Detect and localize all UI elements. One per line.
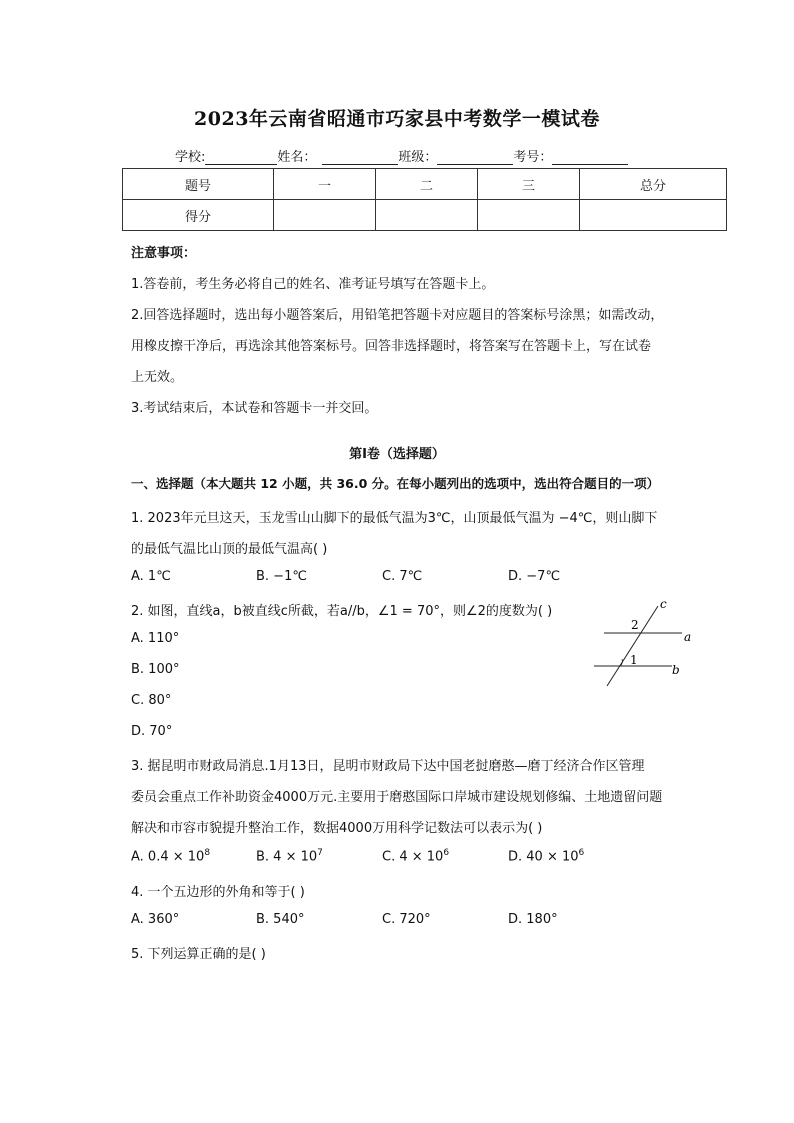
q4-option-b[interactable]: B. 540°: [256, 912, 305, 927]
page-title: 2023年云南省昭通市巧家县中考数学一模试卷: [194, 108, 600, 130]
score-header-cell: 三: [478, 169, 580, 200]
exam-no-blank[interactable]: [552, 150, 628, 165]
question-3-text-cont: 解决和市容市貌提升整治工作，数据4000万用科学记数法可以表示为( ): [131, 821, 543, 836]
q2-option-b[interactable]: B. 100°: [131, 662, 180, 677]
score-cell[interactable]: [376, 200, 478, 231]
question-1-text: 1. 2023年元旦这天，玉龙雪山山脚下的最低气温为3℃，山顶最低气温为 −4℃，则山脚下: [131, 511, 658, 526]
q4-option-d[interactable]: D. 180°: [508, 912, 558, 927]
q2-option-a[interactable]: A. 110°: [131, 631, 180, 646]
score-table-row: [123, 200, 727, 231]
score-header-cell: 题号: [123, 169, 274, 200]
student-info-line: [175, 146, 628, 165]
q3-option-b[interactable]: [256, 848, 323, 864]
q2-option-c[interactable]: C. 80°: [131, 693, 172, 708]
label-angle-2: 2: [631, 618, 639, 632]
score-cell[interactable]: [580, 200, 727, 231]
q3-option-a-exp: 8: [204, 848, 211, 858]
q3-option-c-exp: 6: [443, 848, 450, 858]
question-5-text: 5. 下列运算正确的是( ): [131, 947, 266, 962]
q2-option-d[interactable]: D. 70°: [131, 724, 173, 739]
notice-heading: 注意事项：: [131, 246, 197, 261]
q3-option-c[interactable]: [382, 848, 449, 864]
notice-item-3: 3.考试结束后，本试卷和答题卡一并交回。: [131, 401, 378, 416]
name-blank[interactable]: [322, 150, 398, 165]
q3-option-c-label: C. 4 × 10: [382, 849, 444, 865]
q3-option-d[interactable]: [508, 848, 584, 864]
label-a: a: [684, 630, 692, 644]
question-4-text: 4. 一个五边形的外角和等于( ): [131, 885, 305, 900]
notice-item-2: 2.回答选择题时，选出每小题答案后，用铅笔把答题卡对应题目的答案标号涂黑；如需改动，: [131, 308, 664, 323]
question-3-text: 3. 据昆明市财政局消息.1月13日，昆明市财政局下达中国老挝磨憨—磨丁经济合作区管理: [131, 759, 645, 774]
score-header-cell: 一: [274, 169, 376, 200]
q3-option-a-label: A. 0.4 × 10: [131, 849, 205, 865]
label-angle-1: 1: [630, 653, 638, 667]
q3-option-b-label: B. 4 × 10: [256, 849, 318, 865]
notice-item-1: 1.答卷前，考生务必将自己的姓名、准考证号填写在答题卡上。: [131, 277, 495, 292]
label-c: c: [660, 597, 667, 611]
q3-option-a[interactable]: [131, 848, 210, 864]
score-header-cell: 总分: [580, 169, 727, 200]
notice-item-2-cont: 用橡皮擦干净后，再选涂其他答案标号。回答非选择题时，将答案写在答题卡上，写在试卷: [131, 339, 652, 354]
question-2-text: 2. 如图，直线a，b被直线c所截，若a//b，∠1 = 70°，则∠2的度数为( ): [131, 604, 553, 619]
school-blank[interactable]: [205, 150, 277, 165]
name-label: 姓名：: [277, 150, 317, 165]
class-label: 班级：: [398, 150, 438, 165]
question-1-text-cont: 的最低气温比山顶的最低气温高( ): [131, 542, 328, 557]
q3-option-b-exp: 7: [317, 848, 323, 858]
score-header-cell: 二: [376, 169, 478, 200]
parallel-lines-figure: [590, 596, 700, 691]
class-blank[interactable]: [437, 150, 513, 165]
q1-option-a[interactable]: A. 1℃: [131, 569, 171, 584]
school-label: 学校:: [175, 150, 206, 165]
exam-no-label: 考号：: [513, 150, 553, 165]
q3-option-d-exp: 6: [578, 848, 585, 858]
q4-option-a[interactable]: A. 360°: [131, 912, 180, 927]
q1-option-b[interactable]: B. −1℃: [256, 569, 307, 584]
q4-option-c[interactable]: C. 720°: [382, 912, 431, 927]
q1-option-d[interactable]: D. −7℃: [508, 569, 561, 584]
q1-option-c[interactable]: C. 7℃: [382, 569, 423, 584]
score-cell[interactable]: [478, 200, 580, 231]
section-title: 第I卷（选择题）: [349, 447, 445, 462]
label-b: b: [672, 663, 680, 677]
notice-item-2-cont: 上无效。: [131, 370, 184, 385]
section-heading: 一、选择题（本大题共 12 小题，共 36.0 分。在每小题列出的选项中，选出符合题目的一项）: [131, 476, 660, 491]
score-cell[interactable]: [274, 200, 376, 231]
q3-option-d-label: D. 40 × 10: [508, 849, 579, 865]
score-table: [122, 168, 727, 231]
score-row-label: 得分: [123, 200, 274, 231]
question-3-text-cont: 委员会重点工作补助资金4000万元.主要用于磨憨国际口岸城市建设规划修编、土地遗留问题: [131, 790, 663, 805]
score-table-header-row: [123, 169, 727, 200]
